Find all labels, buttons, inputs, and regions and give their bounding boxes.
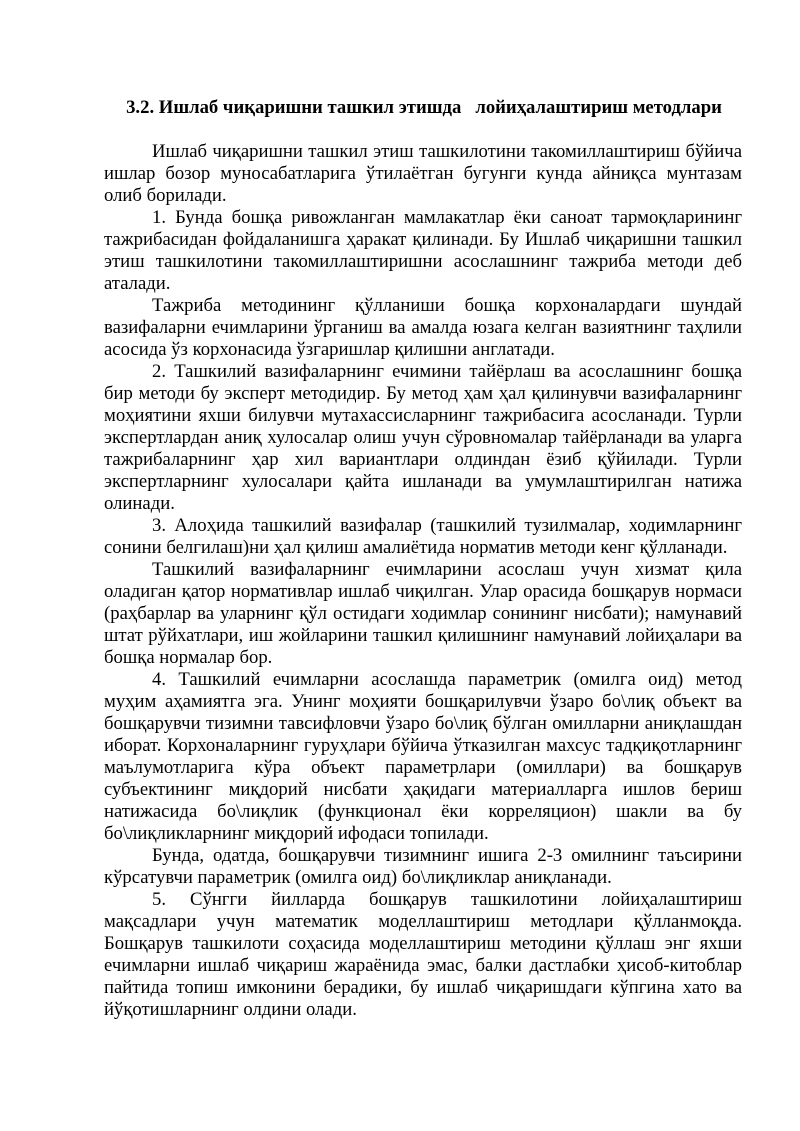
paragraph-method-4: 4. Ташкилий ечимларни асослашда параметрик (омилга оид) метод муҳим аҳамиятга эга. Унинг моҳияти бошқарилувчи ўзаро бо\лиқ объект ва бошқарувчи тизимни тавсифловчи ўзаро бо\лиқ бўлган омилларни аниқлашдан иборат. Корхоналарнинг гуруҳлари бўйича ўтказилган махсус тадқиқотларнинг маълумотларига кўра объект параметрлари (омиллари) ва бошқарув субъектининг миқдорий нисбати ҳақидаги материалларга ишлов бериш натижасида бо\лиқлик (функционал ёки корреляцион) шакли ва бу бо\лиқликларнинг миқдорий ифодаси топилади. <box>104 669 742 844</box>
paragraph-parametric: Бунда, одатда, бошқарувчи тизимнинг ишига 2-3 омилнинг таъсирини кўрсатувчи параметрик (омилга оид) бо\лиқликлар аниқланади. <box>104 845 742 888</box>
paragraph-normatives: Ташкилий вазифаларнинг ечимларини асослаш учун хизмат қила оладиган қатор нормативлар ишлаб чиқилган. Улар орасида бошқарув нормаси (раҳбарлар ва уларнинг қўл остидаги ходимлар сонининг нисбати); намунавий штат рўйхатлари, иш жойларини ташкил қилишнинг намунавий лойиҳалари ва бошқа нормалар бор. <box>104 559 742 668</box>
paragraph-method-2: 2. Ташкилий вазифаларнинг ечимини тайёрлаш ва асослашнинг бошқа бир методи бу эксперт методидир. Бу метод ҳам ҳал қилинувчи вазифаларнинг моҳиятини яхши билувчи мутахассисларнинг тажрибасига асосланади. Турли экспертлардан аниқ хулосалар олиш учун сўровномалар тайёрланади ва уларга тажрибаларнинг ҳар хил вариантлари олдиндан ёзиб қўйилади. Турли экспертларнинг хулосалари қайта ишланади ва умумлаштирилган натижа олинади. <box>104 361 742 514</box>
paragraph-method-3: 3. Алоҳида ташкилий вазифалар (ташкилий тузилмалар, ходимларнинг сонини белгилаш)ни ҳал қилиш амалиётида норматив методи кенг қўлланади. <box>104 515 742 558</box>
section-heading: 3.2. Ишлаб чиқаришни ташкил этишда лойиҳалаштириш методлари <box>126 97 722 118</box>
paragraph-method-1: 1. Бунда бошқа ривожланган мамлакатлар ёки саноат тармоқларининг тажрибасидан фойдаланишга ҳаракат қилинади. Бу Ишлаб чиқаришни ташкил этиш ташкилотини такомиллаштиришни асослашнинг тажриба методи деб аталади. <box>104 207 742 294</box>
paragraph-experience-method: Тажриба методининг қўлланиши бошқа корхоналардаги шундай вазифаларни ечимларини ўрганиш ва амалда юзага келган вазиятнинг таҳлили асосида ўз корхонасида ўзгаришлар қилишни англатади. <box>104 295 742 360</box>
document-page <box>104 95 742 1021</box>
paragraph-method-5: 5. Сўнгги йилларда бошқарув ташкилотини лойиҳалаштириш мақсадлари учун математик моделлаштириш методлари қўлланмоқда. Бошқарув ташкилоти соҳасида моделлаштириш методини қўллаш энг яхши ечимларни ишлаб чиқариш жараёнида эмас, балки дастлабки ҳисоб-китоблар пайтида топиш имконини берадики, бу ишлаб чиқаришдаги кўпгина хато ва йўқотишларнинг олдини олади. <box>104 889 742 1020</box>
paragraph-intro: Ишлаб чиқаришни ташкил этиш ташкилотини такомиллаштириш бўйича ишлар бозор муносабатларига ўтилаётган бугунги кунда айниқса мунтазам олиб борилади. <box>104 141 742 206</box>
